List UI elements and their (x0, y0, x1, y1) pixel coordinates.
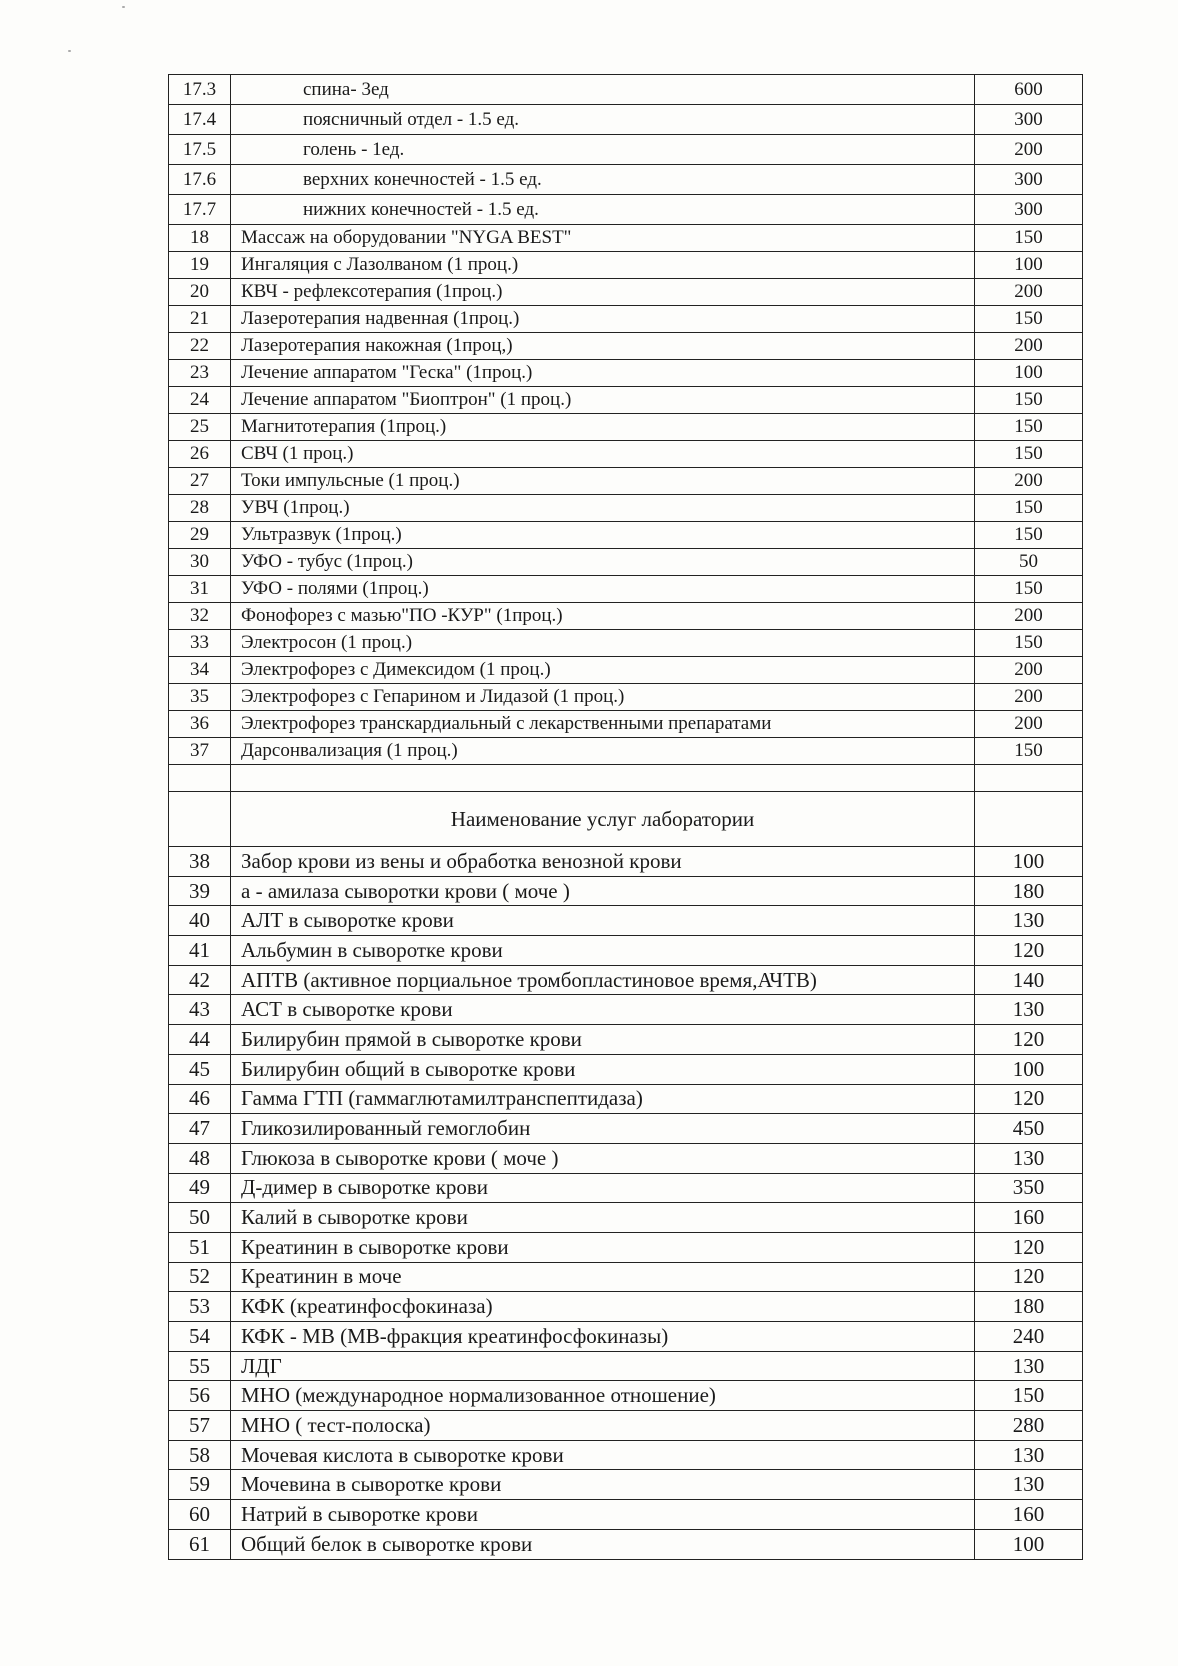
service-price: 120 (975, 1232, 1083, 1262)
service-name: Общий белок в сыворотке крови (231, 1529, 975, 1559)
service-price: 200 (975, 135, 1083, 165)
service-price: 150 (975, 738, 1083, 765)
service-name: верхних конечностей - 1.5 ед. (231, 165, 975, 195)
table-row (169, 135, 1083, 165)
service-name: спина- 3ед (231, 75, 975, 105)
table-row (169, 1114, 1083, 1144)
service-name: МНО (международное нормализованное отношение) (231, 1381, 975, 1411)
service-price: 280 (975, 1411, 1083, 1441)
scan-speck (68, 50, 71, 52)
service-name: УФО - тубус (1проц.) (231, 549, 975, 576)
service-price: 120 (975, 936, 1083, 966)
table-row (169, 1292, 1083, 1322)
table-row (169, 876, 1083, 906)
row-number: 29 (169, 522, 231, 549)
row-number: 20 (169, 279, 231, 306)
service-name: СВЧ (1 проц.) (231, 441, 975, 468)
service-price: 100 (975, 847, 1083, 877)
service-name: Магнитотерапия (1проц.) (231, 414, 975, 441)
empty-cell (975, 765, 1083, 792)
service-price: 160 (975, 1203, 1083, 1233)
service-name: Массаж на оборудовании "NYGA BEST" (231, 225, 975, 252)
service-name: Токи импульсные (1 проц.) (231, 468, 975, 495)
row-number: 53 (169, 1292, 231, 1322)
service-price: 130 (975, 1143, 1083, 1173)
row-number: 18 (169, 225, 231, 252)
service-name: Креатинин в сыворотке крови (231, 1232, 975, 1262)
service-price: 140 (975, 965, 1083, 995)
row-number: 57 (169, 1411, 231, 1441)
service-price: 100 (975, 1054, 1083, 1084)
price-table (168, 74, 1083, 1560)
table-row (169, 965, 1083, 995)
service-name: Ультразвук (1проц.) (231, 522, 975, 549)
service-price: 200 (975, 468, 1083, 495)
service-price: 150 (975, 414, 1083, 441)
table-row (169, 995, 1083, 1025)
service-price: 450 (975, 1114, 1083, 1144)
service-name: Электросон (1 проц.) (231, 630, 975, 657)
service-name: Ингаляция с Лазолваном (1 проц.) (231, 252, 975, 279)
table-row (169, 279, 1083, 306)
table-row (169, 165, 1083, 195)
row-number: 46 (169, 1084, 231, 1114)
table-row (169, 1232, 1083, 1262)
empty-cell (231, 765, 975, 792)
service-name: Лечение аппаратом "Геска" (1проц.) (231, 360, 975, 387)
table-row (169, 1470, 1083, 1500)
table-row (169, 630, 1083, 657)
table-row (169, 1529, 1083, 1559)
service-price: 120 (975, 1025, 1083, 1055)
row-number: 44 (169, 1025, 231, 1055)
service-name: Гликозилированный гемоглобин (231, 1114, 975, 1144)
table-row (169, 225, 1083, 252)
table-row (169, 1500, 1083, 1530)
row-number: 49 (169, 1173, 231, 1203)
service-price: 150 (975, 387, 1083, 414)
service-name: Калий в сыворотке крови (231, 1203, 975, 1233)
service-name: КВЧ - рефлексотерапия (1проц.) (231, 279, 975, 306)
service-price: 300 (975, 105, 1083, 135)
table-row (169, 1322, 1083, 1352)
service-price: 130 (975, 995, 1083, 1025)
service-price: 200 (975, 711, 1083, 738)
table-row (169, 1351, 1083, 1381)
table-row (169, 333, 1083, 360)
table-row (169, 847, 1083, 877)
row-number: 33 (169, 630, 231, 657)
service-name: КФК (креатинфосфокиназа) (231, 1292, 975, 1322)
service-name: КФК - МВ (МВ-фракция креатинфосфокиназы) (231, 1322, 975, 1352)
row-number: 47 (169, 1114, 231, 1144)
row-number: 27 (169, 468, 231, 495)
table-row (169, 1262, 1083, 1292)
table-row (169, 1054, 1083, 1084)
row-number: 42 (169, 965, 231, 995)
table-row (169, 906, 1083, 936)
service-price: 150 (975, 1381, 1083, 1411)
row-number: 45 (169, 1054, 231, 1084)
row-number: 37 (169, 738, 231, 765)
lab-section-title: Наименование услуг лаборатории (231, 792, 975, 847)
row-number: 17.5 (169, 135, 231, 165)
service-name: УВЧ (1проц.) (231, 495, 975, 522)
row-number: 25 (169, 414, 231, 441)
row-number: 38 (169, 847, 231, 877)
service-name: Электрофорез с Димексидом (1 проц.) (231, 657, 975, 684)
service-name: Фонофорез с мазью"ПО -КУР" (1проц.) (231, 603, 975, 630)
table-row (169, 936, 1083, 966)
service-price: 600 (975, 75, 1083, 105)
row-number: 28 (169, 495, 231, 522)
scan-speck (122, 6, 125, 8)
row-number: 48 (169, 1143, 231, 1173)
table-row (169, 603, 1083, 630)
row-number: 19 (169, 252, 231, 279)
table-row (169, 657, 1083, 684)
service-price: 130 (975, 1470, 1083, 1500)
row-number: 43 (169, 995, 231, 1025)
service-price: 130 (975, 1440, 1083, 1470)
row-number: 26 (169, 441, 231, 468)
service-price: 150 (975, 630, 1083, 657)
table-row (169, 414, 1083, 441)
table-row (169, 1411, 1083, 1441)
service-name: Гамма ГТП (гаммаглютамилтранспептидаза) (231, 1084, 975, 1114)
table-row (169, 1203, 1083, 1233)
service-name: Глюкоза в сыворотке крови ( моче ) (231, 1143, 975, 1173)
row-number: 17.4 (169, 105, 231, 135)
table-row (169, 360, 1083, 387)
service-price: 200 (975, 684, 1083, 711)
table-row (169, 549, 1083, 576)
table-row (169, 576, 1083, 603)
service-price: 200 (975, 657, 1083, 684)
table-row (169, 1440, 1083, 1470)
row-number: 59 (169, 1470, 231, 1500)
row-number: 60 (169, 1500, 231, 1530)
service-price: 150 (975, 441, 1083, 468)
service-name: Электрофорез с Гепарином и Лидазой (1 проц.) (231, 684, 975, 711)
service-name: Альбумин в сыворотке крови (231, 936, 975, 966)
row-number: 52 (169, 1262, 231, 1292)
service-price: 160 (975, 1500, 1083, 1530)
row-number: 17.7 (169, 195, 231, 225)
service-name: Электрофорез транскардиальный с лекарственными препаратами (231, 711, 975, 738)
service-price: 240 (975, 1322, 1083, 1352)
service-name: Мочевая кислота в сыворотке крови (231, 1440, 975, 1470)
service-name: УФО - полями (1проц.) (231, 576, 975, 603)
table-row (169, 1025, 1083, 1055)
row-number: 40 (169, 906, 231, 936)
service-name: АЛТ в сыворотке крови (231, 906, 975, 936)
table-row (169, 306, 1083, 333)
service-name: Билирубин прямой в сыворотке крови (231, 1025, 975, 1055)
service-price: 180 (975, 876, 1083, 906)
service-name: МНО ( тест-полоска) (231, 1411, 975, 1441)
table-row (169, 1381, 1083, 1411)
table-row (169, 711, 1083, 738)
row-number: 35 (169, 684, 231, 711)
table-row (169, 252, 1083, 279)
service-name: Креатинин в моче (231, 1262, 975, 1292)
empty-cell (169, 792, 231, 847)
service-price: 130 (975, 906, 1083, 936)
service-price: 120 (975, 1084, 1083, 1114)
row-number: 41 (169, 936, 231, 966)
service-price: 180 (975, 1292, 1083, 1322)
row-number: 50 (169, 1203, 231, 1233)
service-name: АСТ в сыворотке крови (231, 995, 975, 1025)
service-price: 150 (975, 576, 1083, 603)
empty-row (169, 765, 1083, 792)
table-row (169, 1173, 1083, 1203)
row-number: 61 (169, 1529, 231, 1559)
service-name: Билирубин общий в сыворотке крови (231, 1054, 975, 1084)
service-name: Лазеротерапия надвенная (1проц.) (231, 306, 975, 333)
table-row (169, 387, 1083, 414)
row-number: 21 (169, 306, 231, 333)
table-row (169, 441, 1083, 468)
service-price: 130 (975, 1351, 1083, 1381)
row-number: 54 (169, 1322, 231, 1352)
table-row (169, 75, 1083, 105)
row-number: 24 (169, 387, 231, 414)
service-name: поясничный отдел - 1.5 ед. (231, 105, 975, 135)
service-price: 50 (975, 549, 1083, 576)
price-table-body (169, 75, 1083, 1560)
service-price: 150 (975, 522, 1083, 549)
lab-section-header-row (169, 792, 1083, 847)
service-price: 200 (975, 333, 1083, 360)
service-name: голень - 1ед. (231, 135, 975, 165)
empty-cell (169, 765, 231, 792)
row-number: 31 (169, 576, 231, 603)
table-row (169, 1143, 1083, 1173)
service-price: 300 (975, 195, 1083, 225)
service-price: 150 (975, 306, 1083, 333)
service-name: Мочевина в сыворотке крови (231, 1470, 975, 1500)
service-price: 100 (975, 252, 1083, 279)
service-price: 120 (975, 1262, 1083, 1292)
table-row (169, 495, 1083, 522)
table-row (169, 738, 1083, 765)
service-name: Д-димер в сыворотке крови (231, 1173, 975, 1203)
service-price: 150 (975, 225, 1083, 252)
service-price: 100 (975, 1529, 1083, 1559)
service-name: Забор крови из вены и обработка венозной крови (231, 847, 975, 877)
service-price: 350 (975, 1173, 1083, 1203)
service-price: 200 (975, 279, 1083, 306)
row-number: 39 (169, 876, 231, 906)
row-number: 55 (169, 1351, 231, 1381)
service-name: Дарсонвализация (1 проц.) (231, 738, 975, 765)
row-number: 17.3 (169, 75, 231, 105)
table-row (169, 522, 1083, 549)
table-row (169, 684, 1083, 711)
row-number: 32 (169, 603, 231, 630)
service-name: ЛДГ (231, 1351, 975, 1381)
service-name: Лечение аппаратом "Биоптрон" (1 проц.) (231, 387, 975, 414)
service-name: нижних конечностей - 1.5 ед. (231, 195, 975, 225)
row-number: 51 (169, 1232, 231, 1262)
table-row (169, 105, 1083, 135)
service-price: 200 (975, 603, 1083, 630)
service-name: АПТВ (активное порциальное тромбопластиновое время,АЧТВ) (231, 965, 975, 995)
service-price: 300 (975, 165, 1083, 195)
table-row (169, 1084, 1083, 1114)
row-number: 22 (169, 333, 231, 360)
row-number: 34 (169, 657, 231, 684)
service-name: а - амилаза сыворотки крови ( моче ) (231, 876, 975, 906)
service-price: 100 (975, 360, 1083, 387)
service-name: Лазеротерапия накожная (1проц,) (231, 333, 975, 360)
table-row (169, 468, 1083, 495)
empty-cell (975, 792, 1083, 847)
table-row (169, 195, 1083, 225)
row-number: 58 (169, 1440, 231, 1470)
row-number: 23 (169, 360, 231, 387)
row-number: 56 (169, 1381, 231, 1411)
row-number: 17.6 (169, 165, 231, 195)
service-price: 150 (975, 495, 1083, 522)
row-number: 30 (169, 549, 231, 576)
service-name: Натрий в сыворотке крови (231, 1500, 975, 1530)
row-number: 36 (169, 711, 231, 738)
